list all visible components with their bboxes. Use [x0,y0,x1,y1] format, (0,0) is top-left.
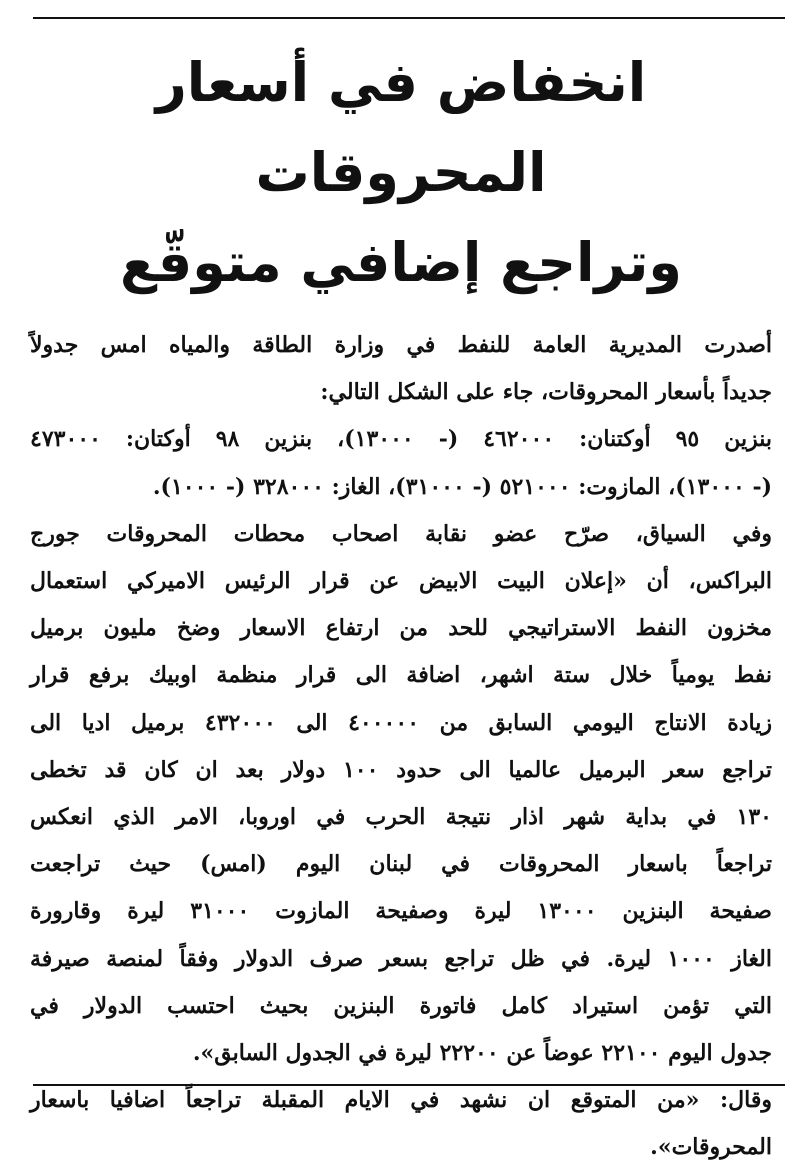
bottom-divider-rule [33,1084,785,1086]
body-line: نفط يومياً خلال ستة اشهر، اضافة الى قرار منظمة اوبيك برفع قرار [30,662,772,689]
headline-line-1: انخفاض في أسعار المحروقات [155,51,647,204]
body-line: ١٣٠ في بداية شهر اذار نتيجة الحرب في اوروبا، الامر الذي انعكس [30,804,772,831]
article-body [30,322,772,1172]
paragraph-statement [30,511,772,1077]
body-line: بنزين ٩٥ أوكتنان: ٤٦٢٠٠٠ (- ١٣٠٠٠)، بنزين ٩٨ أوكتان: ٤٧٣٠٠٠ [30,426,772,453]
body-line: التي تؤمن استيراد كامل فاتورة البنزين بحيث احتسب الدولار في [30,992,772,1019]
headline-line-2: وتراجع إضافي متوقّع [120,231,682,294]
paragraph-intro [30,322,772,416]
body-line: تراجعاً باسعار المحروقات في لبنان اليوم (امس) حيث تراجعت [30,851,772,878]
body-line: تراجع سعر البرميل عالميا الى حدود ١٠٠ دولار بعد ان كان قد تخطى [30,756,772,783]
body-line: الغاز ١٠٠٠ ليرة. في ظل تراجع بسعر صرف الدولار وفقاً لمنصة صيرفة [30,945,772,972]
paragraph-prices [30,416,772,510]
article-headline [30,38,772,308]
body-line: زيادة الانتاج اليومي السابق من ٤٠٠٠٠٠ الى ٤٣٢٠٠٠ برميل اديا الى [30,709,772,736]
news-article [30,38,772,1172]
body-line: البراكس، أن «إعلان البيت الابيض عن قرار الرئيس الاميركي استعمال [30,568,772,595]
body-line: وقال: «من المتوقع ان نشهد في الايام المقبلة تراجعاً اضافيا باسعار [30,1087,772,1114]
body-line: وفي السياق، صرّح عضو نقابة اصحاب محطات المحروقات جورج [30,520,772,547]
body-line: (- ١٣٠٠٠)، المازوت: ٥٢١٠٠٠ (- ٣١٠٠٠)، الغاز: ٣٢٨٠٠٠ (- ١٠٠٠). [152,473,772,500]
body-line: مخزون النفط الاستراتيجي للحد من ارتفاع الاسعار وضخ مليون برميل [30,615,772,642]
top-divider-rule [33,17,785,19]
body-line: جديداً بأسعار المحروقات، جاء على الشكل التالي: [320,379,772,406]
body-line: جدول اليوم ٢٢١٠٠ عوضاً عن ٢٢٢٠٠ ليرة في الجدول السابق». [192,1040,772,1067]
body-line: أصدرت المديرية العامة للنفط في وزارة الطاقة والمياه امس جدولاً [30,332,772,358]
body-line: المحروقات». [650,1134,772,1161]
paragraph-quote [30,1077,772,1171]
body-line: صفيحة البنزين ١٣٠٠٠ ليرة وصفيحة المازوت ٣١٠٠٠ ليرة وقارورة [30,898,772,925]
